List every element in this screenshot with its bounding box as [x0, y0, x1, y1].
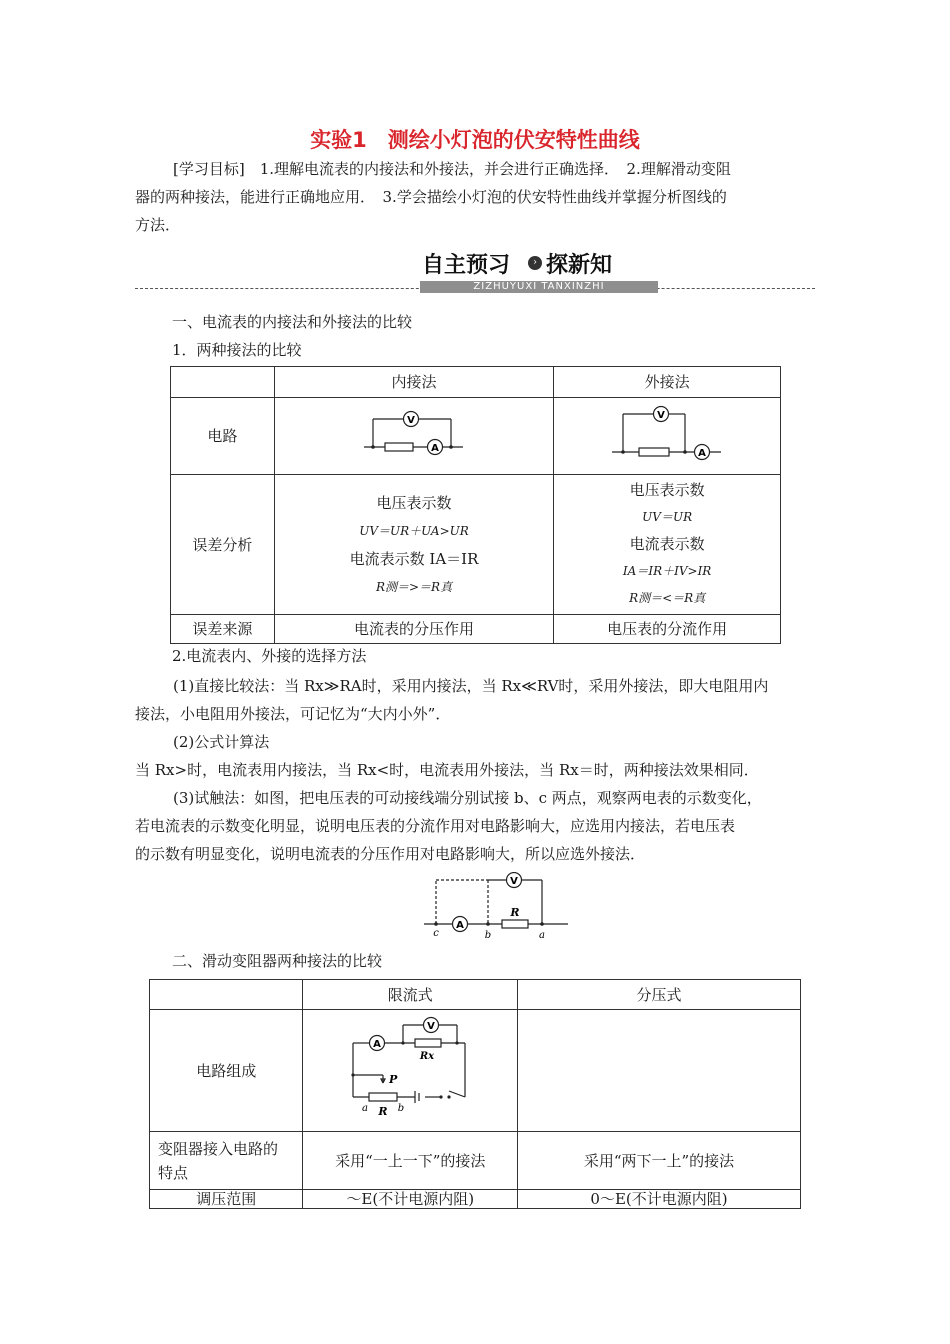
objectives-line-2: 器的两种接法，能进行正确地应用． 3.学会描绘小灯泡的伏安特性曲线并掌握分析图线的	[135, 188, 727, 206]
table2-corner	[150, 980, 303, 1010]
method3-line1: (3)试触法：如图，把电压表的可动接线端分别试接 b、c 两点，观察两电表的示数变化，	[173, 789, 762, 807]
limit-ammeter-label: A	[373, 1039, 382, 1050]
outer-error-2: UV＝UR	[642, 510, 693, 524]
voltmeter-label: V	[407, 414, 415, 426]
limit-voltmeter-label: V	[427, 1021, 436, 1032]
trial-ammeter-label: A	[456, 920, 464, 931]
banner-subtitle: ZIZHUYUXI TANXINZHI	[420, 281, 658, 293]
limiting-circuit-diagram	[303, 1010, 518, 1132]
limit-rx-label: Rx	[420, 1051, 435, 1062]
selection-methods	[135, 672, 825, 868]
method2-line: 当 Rx>时，电流表用内接法，当 Rx<时，电流表用外接法，当 Rx＝时，两种接法效果相同．	[135, 761, 759, 779]
table1-row-circuit: 电路	[171, 398, 275, 475]
rheostat-b-label: b	[398, 1103, 405, 1114]
method3-line2: 若电流表的示数变化明显，说明电压表的分流作用对电路影响大，应选用内接法，若电压表	[135, 817, 736, 835]
table1-row-error: 误差分析	[171, 475, 275, 615]
section1-heading: 一、电流表的内接法和外接法的比较	[172, 313, 413, 331]
page-title: 实验1 测绘小灯泡的伏安特性曲线	[310, 128, 640, 152]
ammeter-method-table	[170, 366, 781, 644]
section1-sub2: 2.电流表内、外接的选择方法	[172, 647, 367, 665]
divider-circuit-cell	[518, 1010, 801, 1132]
outer-error-3: 电流表示数	[629, 535, 705, 553]
trial-resistor-label: R	[510, 906, 520, 919]
objectives-line-1: [学习目标] 1.理解电流表的内接法和外接法，并会进行正确选择． 2.理解滑动变阻	[173, 160, 731, 178]
section2-heading: 二、滑动变阻器两种接法的比较	[172, 952, 383, 970]
table2-row-feature-line2: 特点	[158, 1163, 189, 1182]
inner-error-source: 电流表的分压作用	[274, 615, 554, 644]
method1-line1: (1)直接比较法：当 Rx≫RA时，采用内接法，当 Rx≪RV时，采用外接法，即大电阻用内	[173, 677, 769, 695]
point-a-label: a	[539, 930, 545, 941]
trial-touch-diagram	[418, 872, 578, 942]
table2-row-feature-line1: 变阻器接入电路的	[158, 1139, 279, 1158]
limit-range: ～E(不计电源内阻)	[303, 1190, 518, 1209]
ammeter-label-outer: A	[698, 447, 707, 459]
rheostat-a-label: a	[362, 1103, 369, 1114]
ammeter-label: A	[431, 442, 439, 454]
table1-col-outer: 外接法	[554, 367, 781, 398]
divide-range: 0～E(不计电源内阻)	[518, 1190, 801, 1209]
slider-p-label: P	[389, 1073, 398, 1086]
outer-error-source: 电压表的分流作用	[554, 615, 781, 644]
table2-row-feature	[150, 1132, 303, 1190]
banner-title-right: 探新知	[546, 253, 613, 278]
voltmeter-label-outer: V	[657, 409, 666, 421]
rheostat-method-table	[149, 979, 801, 1209]
section-banner	[418, 246, 658, 280]
objectives-line-3: 方法．	[135, 216, 181, 234]
outer-error-1: 电压表示数	[629, 481, 705, 499]
inner-error-1: 电压表示数	[376, 493, 452, 512]
arrow-icon: ›	[528, 256, 542, 270]
table2-row-circuit: 电路组成	[150, 1010, 303, 1132]
method2-title: (2)公式计算法	[173, 733, 270, 751]
inner-error-3: 电流表示数 IA＝IR	[349, 549, 479, 568]
limit-feature: 采用“一上一下”的接法	[303, 1132, 518, 1190]
method1-line2: 接法，小电阻用外接法，可记忆为“大内小外”．	[135, 705, 451, 723]
section1-sub1: 1．两种接法的比较	[172, 341, 302, 359]
table2-col-limit: 限流式	[303, 980, 518, 1010]
divide-feature: 采用“两下一上”的接法	[518, 1132, 801, 1190]
inner-error-2: UV＝UR＋UA>UR	[359, 523, 469, 538]
table1-col-inner: 内接法	[274, 367, 554, 398]
banner-title-left: 自主预习	[422, 253, 511, 278]
limiting-circuit-svg	[345, 1013, 475, 1121]
inner-circuit-svg	[359, 406, 469, 460]
outer-error-5: R测＝<＝R真	[629, 591, 706, 605]
inner-error-4: R测＝>＝R真	[375, 579, 453, 594]
method3-line3: 的示数有明显变化，说明电流表的分压作用对电路影响大，所以应选外接法．	[135, 845, 646, 863]
learning-objectives	[135, 155, 815, 239]
table2-col-divide: 分压式	[518, 980, 801, 1010]
inner-error-analysis	[274, 475, 554, 615]
outer-error-analysis	[554, 475, 781, 615]
table2-row-range: 调压范围	[150, 1190, 303, 1209]
point-b-label: b	[484, 930, 492, 941]
point-c-label: c	[433, 928, 439, 939]
trial-voltmeter-label: V	[510, 876, 518, 887]
outer-connection-diagram	[554, 398, 781, 475]
outer-error-4: IA＝IR＋IV>IR	[622, 564, 712, 578]
inner-connection-diagram	[274, 398, 554, 475]
outer-circuit-svg	[609, 402, 725, 464]
table1-row-source: 误差来源	[171, 615, 275, 644]
rheostat-r-label: R	[378, 1105, 388, 1118]
table1-corner	[171, 367, 275, 398]
